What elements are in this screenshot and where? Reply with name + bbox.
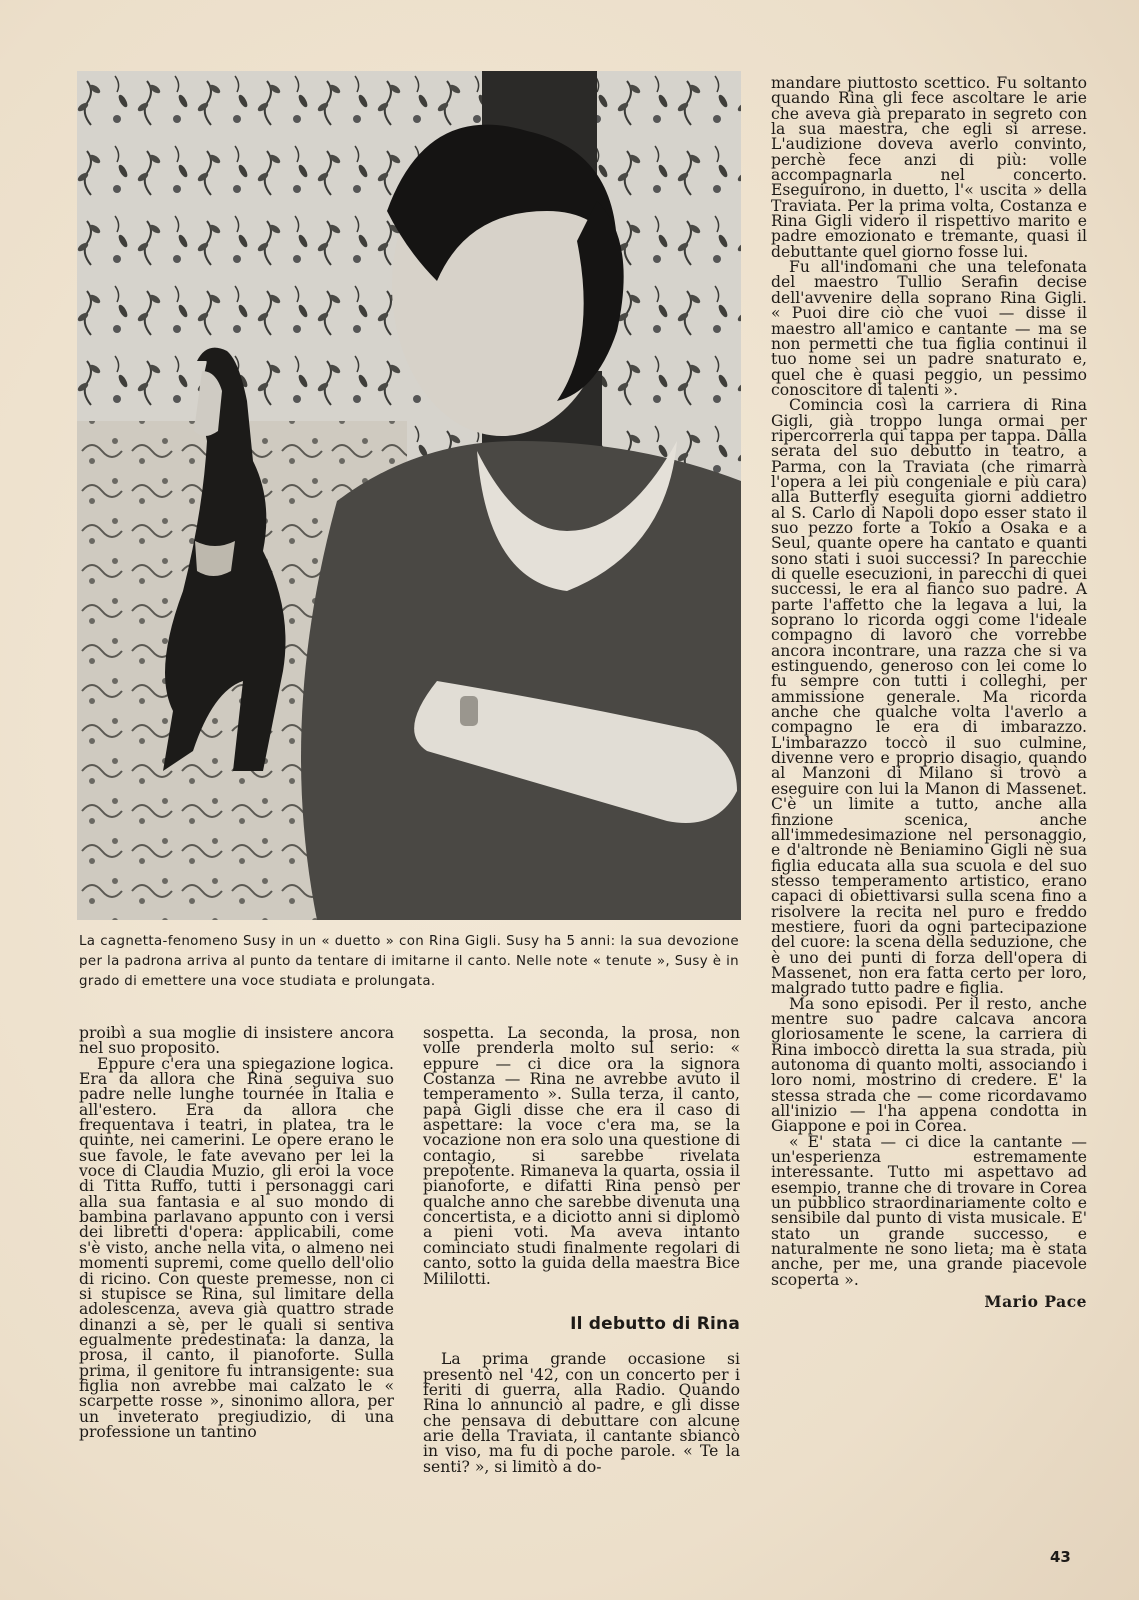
article-column-3	[771, 76, 1087, 1310]
paragraph: La prima grande occasione si presentò nel '42, con un concerto per i feriti di guerra, alla Radio. Quando Rina lo annunciò al padre, e gli disse che pensava di debuttare con alcune arie della Traviata, il cantante sbiancò in viso, ma fu di poche parole. « Te la senti? », si limitò a do-	[423, 1350, 740, 1476]
paragraph: Ma sono episodi. Per il resto, anche mentre suo padre calcava ancora gloriosamente le scene, la carriera di Rina imboccò diretta la sua strada, più autonoma di quanto molti, associando i loro nomi, mostrino di credere. E' la stessa strada che — come ricordavamo all'inizio — l'ha appena condotta in Giappone e poi in Corea.	[771, 994, 1087, 1136]
paragraph: Comincia così la carriera di Rina Gigli, già troppo lunga ormai per ripercorrerla qui tappa per tappa. Dalla serata del suo debutto in teatro, a Parma, con la Traviata (che rimarrà l'opera a lei più congeniale e più cara) alla Butterfly eseguita giorni addietro al S. Carlo di Napoli dopo esser stato il suo pezzo forte a Tokio a Osaka e a Seul, quante opere ha cantato e quanti sono stati i suoi successi? In parecchie di quelle esecuzioni, in parecchi di quei successi, le era al fianco suo padre. A parte l'affetto che la legava a lui, la soprano lo ricorda oggi come l'ideale compagno di lavoro che vorrebbe ancora incontrare, una razza che si va estinguendo, generoso con lei come lo fu sempre con tutti i colleghi, per ammissione generale. Ma ricorda anche che qualche volta l'averlo a compagno le era di imbarazzo. L'imbarazzo toccò il suo culmine, divenne vero e proprio disagio, quando al Manzoni di Milano si trovò a eseguire con lui la Manon di Massenet. C'è un limite a tutto, anche alla finzione scenica, anche all'immedesimazione nel personaggio, e d'altronde nè Beniamino Gigli nè sua figlia educata alla sua scuola e del suo stesso temperamento artistico, erano capaci di obiettivarsi sulla scena fino a risolvere la recita nel puro e freddo mestiere, fuori da ogni partecipazione del cuore: la scena della seduzione, che è uno dei punti di forza dell'opera di Massenet, non era fatta certo per loro, malgrado tutto padre e figlia.	[771, 396, 1087, 998]
photo-illustration	[77, 71, 741, 920]
paragraph: Eppure c'era una spiegazione logica. Era da allora che Rina seguiva suo padre nelle lunghe tournée in Italia e all'estero. Era da allora che frequentava i teatri, in platea, tra le quinte, nei camerini. Le opere erano le sue favole, le fate avevano per lei la voce di Claudia Muzio, gli eroi la voce di Titta Ruffo, tutti i personaggi cari alla sua fantasia e al suo mondo di bambina parlavano appunto con i versi dei libretti d'opera: applicabili, come s'è visto, anche nella vita, o almeno nei momenti supremi, come quello dell'olio di ricino. Con queste premesse, non ci si stupisce se Rina, sul limitare della adolescenza, aveva già quattro strade dinanzi a sè, per le quali si sentiva egualmente predestinata: la danza, la prosa, il canto, il pianoforte. Sulla prima, il genitore fu intransigente: sua figlia non avrebbe mai calzato le « scarpette rosse », sinonimo allora, per un inveterato pregiudizio, di una professione un tantino	[79, 1054, 394, 1441]
article-column-1	[79, 1026, 394, 1440]
article-column-2	[423, 1026, 740, 1475]
paragraph: Fu all'indomani che una telefonata del maestro Tullio Serafin decise dell'avvenire della soprano Rina Gigli. « Puoi dire ciò che vuoi — disse il maestro all'amico e cantante — ma se non permetti che tua figlia continui il tuo nome sei un padre snaturato e, quel che è quasi peggio, un pessimo conoscitore di talenti ».	[771, 258, 1087, 399]
paragraph: « E' stata — ci dice la cantante — un'esperienza estremamente interessante. Tutto mi aspettavo ad esempio, tranne che di trovare in Corea un pubblico straordinariamente colto e sensibile dal punto di vista musicale. E' stato un grande successo, e naturalmente ne sono lieta; ma è stata anche, per me, una grande piacevole scoperta ».	[771, 1132, 1087, 1289]
author-byline: Mario Pace	[984, 1292, 1087, 1312]
paragraph: proibì a sua moglie di insistere ancora nel suo proposito.	[79, 1024, 394, 1058]
photo-rina-gigli-with-dog	[77, 71, 741, 920]
paragraph: mandare piuttosto scettico. Fu soltanto quando Rina gli fece ascoltare le arie che aveva già preparato in segreto con la sua maestra, che egli si arrese. L'audizione doveva averlo convinto, perchè fece anzi di più: volle accompagnarla nel concerto. Eseguirono, in duetto, l'« uscita » della Traviata. Per la prima volta, Costanza e Rina Gigli videro il rispettivo marito e padre emozionato e tremante, quasi il debuttante quel giorno fosse lui.	[771, 74, 1087, 261]
paragraph: sospetta. La seconda, la prosa, non volle prenderla molto sul serio: « eppure — ci dice ora la signora Costanza — Rina ne avrebbe avuto il temperamento ». Sulla terza, il canto, papà Gigli disse che era il caso di aspettare: la voce c'era ma, se la vocazione non era solo una questione di contagio, si sarebbe rivelata prepotente. Rimaneva la quarta, ossia il pianoforte, e difatti Rina pensò per qualche anno che sarebbe divenuta una concertista, e a diciotto anni si diplomò a pieni voti. Ma aveva intanto cominciato studi finalmente regolari di canto, sotto la guida della maestra Bice Mililotti.	[423, 1024, 740, 1288]
section-subheading: Il debutto di Rina	[570, 1313, 740, 1334]
page-number: 43	[1050, 1548, 1071, 1566]
photo-caption: La cagnetta-fenomeno Susy in un « duetto » con Rina Gigli. Susy ha 5 anni: la sua devozione per la padrona arriva al punto da tentare di imitarne il canto. Nelle note « tenute », Susy è in grado di emettere una voce studiata e prolungata.	[79, 934, 739, 989]
